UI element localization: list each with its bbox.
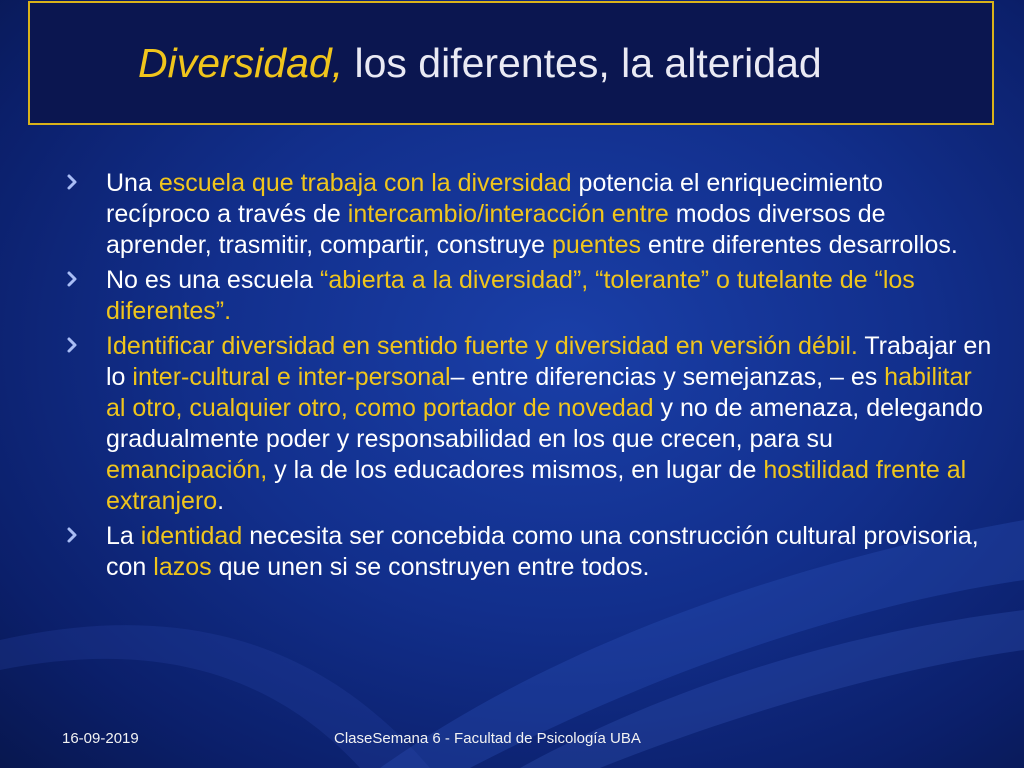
chevron-right-icon <box>62 269 82 289</box>
highlighted-text: puentes <box>552 231 641 259</box>
bullet-text-segment: Una <box>106 169 159 197</box>
bullet-text-segment: – entre diferencias y semejanzas, – es <box>450 363 885 391</box>
bullet-text-segment: . <box>217 487 225 515</box>
highlighted-text: identidad <box>140 522 243 550</box>
highlighted-text: intercambio/interacción entre <box>347 200 669 228</box>
highlighted-text: inter-cultural e inter-personal <box>132 363 451 391</box>
bullet-item <box>62 521 992 583</box>
chevron-right-icon <box>62 172 82 192</box>
highlighted-text: habilitar al otro, cualquier otro, como portador de novedad <box>106 363 972 422</box>
footer-center-text: ClaseSemana 6 - Facultad de Psicología UBA <box>334 730 641 747</box>
highlighted-text: lazos <box>153 553 212 581</box>
bullet-text <box>106 332 991 515</box>
bullet-text-segment: y no de amenaza, delegando gradualmente poder y responsabilidad en los que crecen, para su <box>106 394 983 453</box>
chevron-right-icon <box>62 335 82 355</box>
highlighted-text: Identificar diversidad en sentido fuerte y diversidad en versión débil. <box>106 332 858 360</box>
bullet-text-segment: y la de los educadores mismos, en lugar de <box>267 456 764 484</box>
title-rest: los diferentes, la alteridad <box>343 40 822 86</box>
bullet-list <box>62 168 992 587</box>
bullet-text <box>106 169 958 259</box>
bullet-text-segment: necesita ser concebida como una construcción cultural provisoria, con <box>106 522 979 581</box>
bullet-item <box>62 168 992 261</box>
bullet-text-segment: potencia el enriquecimiento recíproco a través de <box>106 169 883 228</box>
bullet-text <box>106 522 979 581</box>
title-box <box>28 1 994 125</box>
bullet-text-segment: La <box>106 522 141 550</box>
title-accent: Diversidad, <box>138 40 344 86</box>
slide-title <box>138 41 822 86</box>
bullet-text-segment: Trabajar en lo <box>106 332 992 391</box>
bullet-text-segment: que unen si se construyen entre todos. <box>211 553 650 581</box>
bullet-text-segment: modos diversos de aprender, trasmitir, compartir, construye <box>106 200 886 259</box>
chevron-right-icon <box>62 525 82 545</box>
footer-date: 16-09-2019 <box>62 730 139 747</box>
bullet-item <box>62 265 992 327</box>
bullet-item <box>62 331 992 517</box>
highlighted-text: hostilidad frente al extranjero <box>106 456 967 515</box>
bullet-text-segment: entre diferentes desarrollos. <box>640 231 958 259</box>
highlighted-text: emancipación, <box>106 456 268 484</box>
bullet-text-segment: No es una escuela <box>106 266 321 294</box>
bullet-text <box>106 266 915 325</box>
highlighted-text: “abierta a la diversidad”, “tolerante” o tutelante de “los diferentes”. <box>106 266 915 325</box>
highlighted-text: escuela que trabaja con la diversidad <box>158 169 572 197</box>
